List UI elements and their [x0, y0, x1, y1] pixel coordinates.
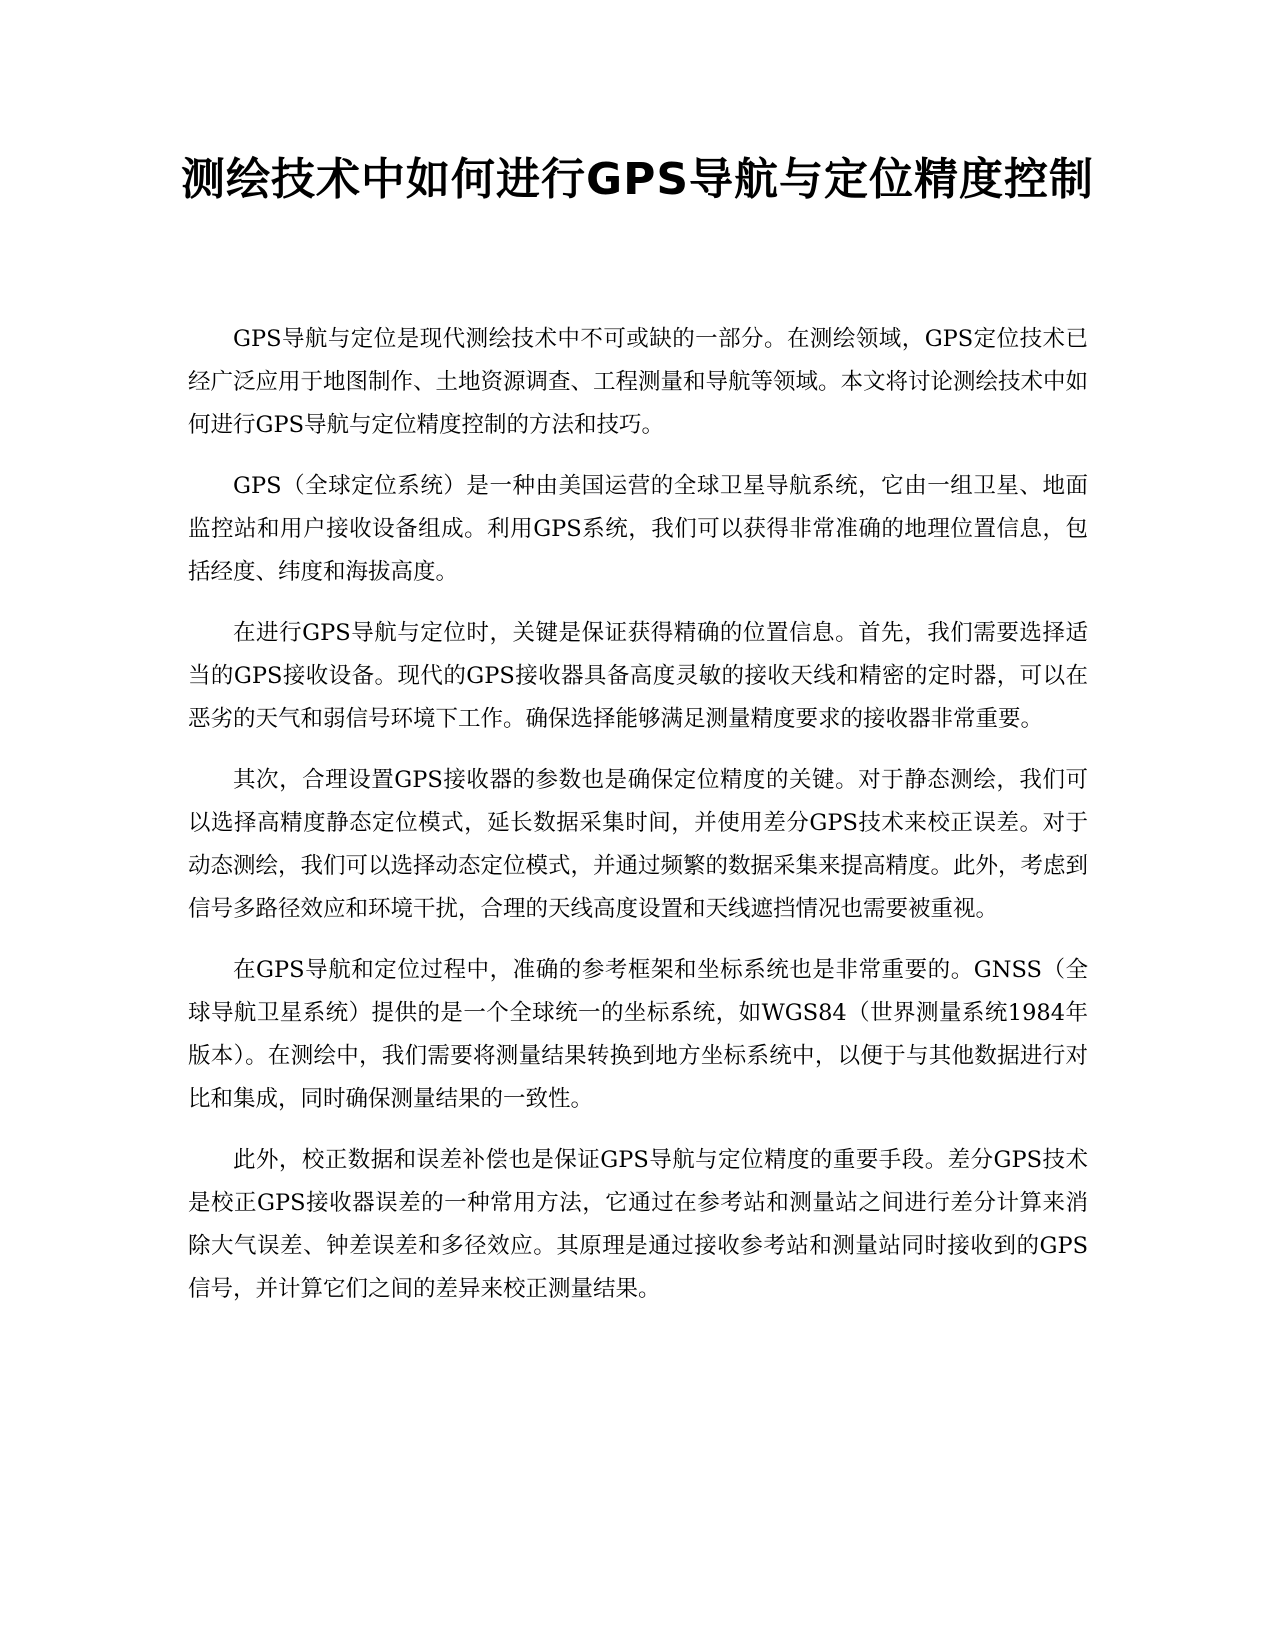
paragraph: 在进行GPS导航与定位时，关键是保证获得精确的位置信息。首先，我们需要选择适当的GPS接收设备。现代的GPS接收器具备高度灵敏的接收天线和精密的定时器，可以在恶劣的天气和弱信号环境下工作。确保选择能够满足测量精度要求的接收器非常重要。: [188, 620, 1088, 732]
paragraph: 此外，校正数据和误差补偿也是保证GPS导航与定位精度的重要手段。差分GPS技术是校正GPS接收器误差的一种常用方法，它通过在参考站和测量站之间进行差分计算来消除大气误差、钟差误差和多径效应。其原理是通过接收参考站和测量站同时接收到的GPS信号，并计算它们之间的差异来校正测量结果。: [188, 1147, 1088, 1302]
paragraph: GPS导航与定位是现代测绘技术中不可或缺的一部分。在测绘领域，GPS定位技术已经广泛应用于地图制作、土地资源调查、工程测量和导航等领域。本文将讨论测绘技术中如何进行GPS导航与定位精度控制的方法和技巧。: [188, 326, 1089, 438]
document-body: [188, 318, 1088, 1329]
paragraph: 在GPS导航和定位过程中，准确的参考框架和坐标系统也是非常重要的。GNSS（全球导航卫星系统）提供的是一个全球统一的坐标系统，如WGS84（世界测量系统1984年版本）。在测绘中，我们需要将测量结果转换到地方坐标系统中，以便于与其他数据进行对比和集成，同时确保测量结果的一致性。: [188, 957, 1088, 1112]
paragraph: GPS（全球定位系统）是一种由美国运营的全球卫星导航系统，它由一组卫星、地面监控站和用户接收设备组成。利用GPS系统，我们可以获得非常准确的地理位置信息，包括经度、纬度和海拔高度。: [188, 473, 1088, 585]
paragraph: 其次，合理设置GPS接收器的参数也是确保定位精度的关键。对于静态测绘，我们可以选择高精度静态定位模式，延长数据采集时间，并使用差分GPS技术来校正误差。对于动态测绘，我们可以选择动态定位模式，并通过频繁的数据采集来提高精度。此外，考虑到信号多路径效应和环境干扰，合理的天线高度设置和天线遮挡情况也需要被重视。: [188, 767, 1089, 922]
document-title: 测绘技术中如何进行GPS导航与定位精度控制: [180, 154, 1095, 205]
